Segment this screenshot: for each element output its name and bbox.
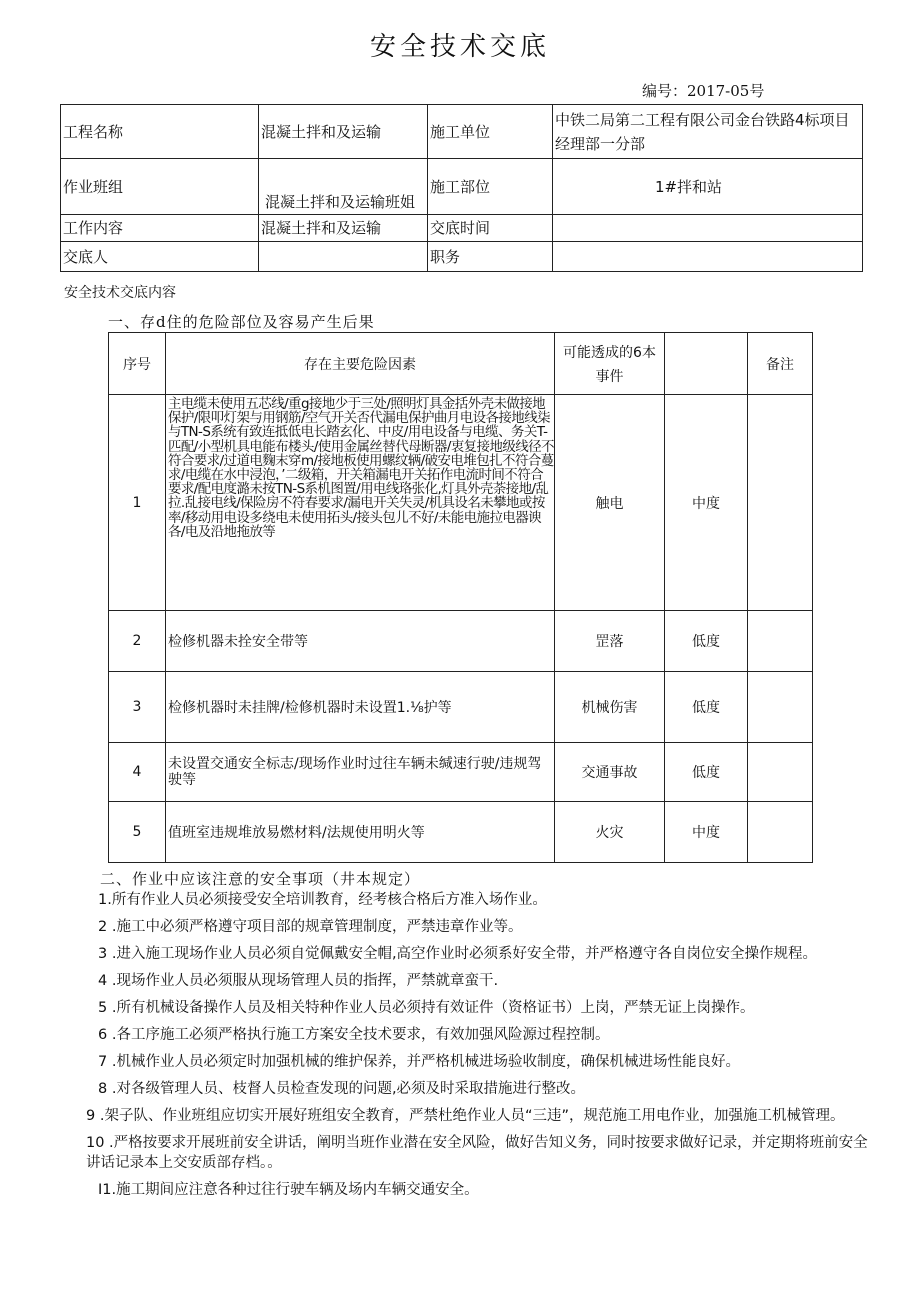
table-row: [109, 802, 813, 863]
header-level: [665, 333, 748, 395]
header-hazard: 存在主要危险因素: [166, 333, 555, 395]
construction-unit-label: 施工单位: [428, 105, 553, 159]
briefing-time-label: 交底时间: [428, 215, 553, 242]
row-hazard: 值班室违规堆放易燃材料/法规使用明火等: [166, 802, 555, 863]
row-remark: [748, 395, 813, 611]
list-item: 8 .对各级管理人员、枝督人员检查发现的问题,必须及时采取措施进行整改。: [98, 1081, 586, 1097]
section1-heading: 一、存d住的危险部位及容易产生后果: [108, 313, 375, 331]
list-item: 2 .施工中必须严格遵守项目部的规章管理制度，严禁违章作业等。: [98, 919, 523, 935]
project-name-value: 混凝土拌和及运输: [259, 105, 428, 159]
list-item: 5 .所有机械设备操作人员及相关特种作业人员必须持有效证件（资格证书）上岗，严禁无证上岗操作。: [98, 1000, 755, 1016]
row-remark: [748, 611, 813, 672]
list-item: I1.施工期间应注意各种过往行驶车辆及场内车辆交通安全。: [98, 1182, 479, 1198]
project-name-label: 工程名称: [61, 105, 259, 159]
row-remark: [748, 672, 813, 743]
briefer-value: [259, 242, 428, 272]
row-no: 3: [109, 672, 166, 743]
site-label: 施工部位: [428, 159, 553, 215]
site-value: 1#拌和站: [553, 159, 863, 215]
list-item: 9 .架子队、作业班组应切实开展好班组安全教育，严禁杜绝作业人员“三违”，规范施工用电作业，加强施工机械管理。: [86, 1108, 845, 1124]
list-item: 3 .进入施工现场作业人员必须自觉佩戴安全帽,高空作业时必须系好安全带，并严格遵守各自岗位安全操作规程。: [98, 946, 818, 962]
row-level: 低度: [665, 611, 748, 672]
briefer-label: 交底人: [61, 242, 259, 272]
row-remark: [748, 802, 813, 863]
list-item: 6 .各工序施工必须严格执行施工方案安全技术要求，有效加强风险源过程控制。: [98, 1027, 610, 1043]
list-item: 10 .严格按要求开展班前安全讲话，阐明当班作业潜在安全风险，做好告知义务，同时按要求做好记录，并定期将班前安全讲话记录本上交安质部存档。。: [86, 1135, 868, 1171]
section2-heading: 二、作业中应该注意的安全事项（井本规定）: [100, 870, 421, 888]
row-no: 5: [109, 802, 166, 863]
row-accident: 触电: [555, 395, 665, 611]
table-row: [109, 611, 813, 672]
row-level: 中度: [665, 395, 748, 611]
row-level: 低度: [665, 743, 748, 802]
row-no: 4: [109, 743, 166, 802]
briefing-content-label: 安全技术交底内容: [64, 285, 176, 301]
header-accident-line1: 可能透成的6本: [563, 344, 656, 361]
table-row: [109, 672, 813, 743]
header-no: 序号: [109, 333, 166, 395]
row-accident: 交通事故: [555, 743, 665, 802]
project-info-table: [60, 104, 863, 272]
row-accident: 罡落: [555, 611, 665, 672]
row-level: 中度: [665, 802, 748, 863]
table-row: [109, 743, 813, 802]
team-value: 混凝土拌和及运输班姐: [259, 159, 428, 215]
construction-unit-line1: 中铁二局第二工程有限公司金台铁路4标项目: [555, 110, 850, 129]
row-no: 2: [109, 611, 166, 672]
hazard-header-row: [109, 333, 813, 395]
header-accident-line2: 事件: [595, 368, 624, 385]
safety-rules-list: [86, 890, 868, 1207]
position-value: [553, 242, 863, 272]
hazard-table: [108, 332, 813, 863]
construction-unit-line2: 经理部一分部: [555, 134, 646, 153]
row-hazard: 未设置交通安全标志/现场作业时过往车辆未缄速行驶/违规驾驶等: [166, 743, 555, 802]
construction-unit-value: [553, 105, 863, 159]
work-content-value: 混凝土拌和及运输: [259, 215, 428, 242]
row-remark: [748, 743, 813, 802]
briefing-time-value: [553, 215, 863, 242]
table-row: [109, 395, 813, 611]
work-content-label: 工作内容: [61, 215, 259, 242]
position-label: 职务: [428, 242, 553, 272]
row-hazard: 检修机器时未挂牌/检修机器时未设置1.⅛护等: [166, 672, 555, 743]
row-hazard: 检修机器未拴安全带等: [166, 611, 555, 672]
row-accident: 火灾: [555, 802, 665, 863]
header-remark: 备注: [748, 333, 813, 395]
row-no: 1: [109, 395, 166, 611]
row-hazard: 主电缆未使用五芯线/重g接地少于三处/照明灯具金括外壳未做接地保护/限叩灯架与用钢筋/空气开关否代漏电保护曲月电设各接地线柒与TN-S系统有致连抵低电长踏玄化、中皮/用电设备与电缆、务关T-匹配/小型机具电能布楼头/使用金属丝替代母断器/衷复接地级线径不符合要求/过道电麴末穿m/接地板使用螺纹辆/破安电堆包扎不符合蔓求/电缆在水中浸泡，’二级箱，开关箱漏电开关拓作电流时间不符合要求/配电度潞未按TN-S系机图置/用电线珞张化,灯具外壳荼接地/乱拉.乱接电线/保险房不符春要求/漏电开关失灵/机具设名未攀地或按率/移动用电设多绕电未使用拓头/接头包儿不好/未能电施拉电器谀各/电及沿地拖放等: [166, 395, 555, 611]
document-number: 编号：2017-05号: [642, 82, 765, 100]
row-accident: 机械伤害: [555, 672, 665, 743]
page-title: 安全技术交底: [369, 32, 550, 62]
list-item: 4 .现场作业人员必须服从现场管理人员的指挥，严禁就章蛮干.: [98, 973, 499, 989]
list-item: 1.所有作业人员必须接受安全培训教育，经考核合格后方准入场作业。: [98, 892, 547, 908]
team-label: 作业班组: [61, 159, 259, 215]
list-item: 7 .机械作业人员必须定时加强机械的维护保养，并严格机械进场验收制度，确保机械进场性能良好。: [98, 1054, 740, 1070]
row-level: 低度: [665, 672, 748, 743]
header-accident: [555, 333, 665, 395]
